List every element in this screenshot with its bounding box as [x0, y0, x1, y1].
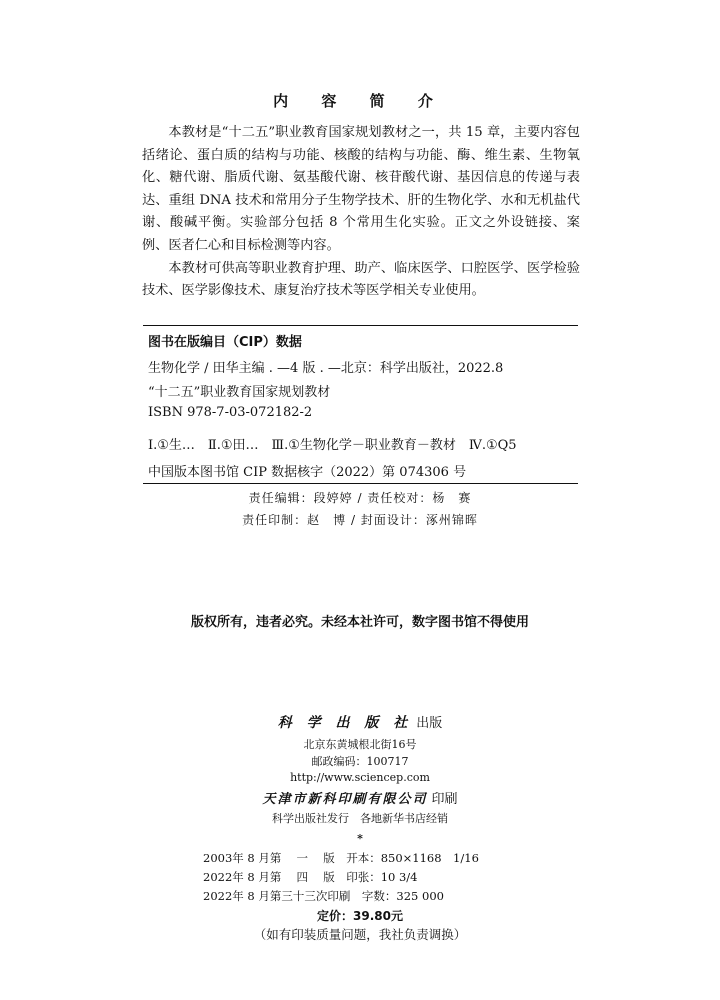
- printer-name: 天津市新科印刷有限公司: [262, 792, 428, 807]
- publisher-address: 北京东黄城根北街16号: [303, 738, 417, 751]
- cip-heading: 图书在版编目（CIP）数据: [148, 335, 302, 350]
- cip-series-line: “十二五”职业教育国家规划教材: [148, 385, 331, 400]
- distribution-line: 科学出版社发行 各地新华书店经销: [272, 812, 448, 825]
- publisher-suffix: 出版: [416, 716, 443, 731]
- staff-editors-line: 责任编辑：段婷婷 / 责任校对：杨 赛: [248, 491, 472, 505]
- page-title: 内 容 简 介: [273, 92, 447, 110]
- staff-production-line: 责任印制：赵 博 / 封面设计：涿州锦晖: [242, 513, 478, 527]
- intro-paragraph-1: 本教材是“十二五”职业教育国家规划教材之一，共 15 章，主要内容包括绪论、蛋白质的结构与功能、核酸的结构与功能、酶、维生素、生物氧化、糖代谢、脂质代谢、氨基酸代谢、核苷酸代谢、基因信息的传递与表达、重组 DNA 技术和常用分子生物学技术、肝的生物化学、水和无机盐代谢、酸碱平衡。实验部分包括 8 个常用生化实验。正文之外设链接、案例、医者仁心和目标检测等内容。: [142, 125, 580, 253]
- publisher-name: 科 学 出 版 社: [277, 715, 413, 731]
- publisher-postcode: 邮政编码：100717: [311, 755, 409, 768]
- cip-classification-line: Ⅰ.①生… Ⅱ.①田… Ⅲ.①生物化学－职业教育－教材 Ⅳ.①Q5: [148, 438, 517, 453]
- cip-record-line: 中国版本图书馆 CIP 数据核字（2022）第 074306 号: [148, 465, 467, 480]
- quality-note: （如有印装质量问题，我社负责调换）: [253, 927, 467, 942]
- copyright-notice: 版权所有，违者必究。未经本社许可，数字图书馆不得使用: [190, 615, 529, 630]
- printer-suffix: 印刷: [431, 792, 458, 807]
- cip-top-rule: [143, 325, 578, 326]
- cip-isbn-line: ISBN 978-7-03-072182-2: [148, 405, 313, 420]
- publisher-line: [0, 712, 720, 732]
- separator-star: *: [357, 832, 363, 845]
- cip-title-line: 生物化学 / 田华主编 . —4 版 . —北京：科学出版社，2022.8: [148, 361, 504, 376]
- edition-line-printing: 2022年 8 月第三十三次印刷 字数：325 000: [203, 889, 444, 903]
- cip-bottom-rule: [143, 483, 578, 484]
- edition-line-fourth: 2022年 8 月第 四 版 印张：10 3/4: [203, 870, 418, 884]
- edition-line-first: 2003年 8 月第 一 版 开本：850×1168 1/16: [203, 851, 479, 865]
- price: 定价：39.80元: [317, 909, 403, 923]
- intro-paragraph-2: 本教材可供高等职业教育护理、助产、临床医学、口腔医学、医学检验技术、医学影像技术、康复治疗技术等医学相关专业使用。: [142, 260, 580, 299]
- publisher-website: http://www.sciencep.com: [290, 771, 430, 784]
- intro-section: [142, 122, 580, 303]
- printer-line: [0, 788, 720, 807]
